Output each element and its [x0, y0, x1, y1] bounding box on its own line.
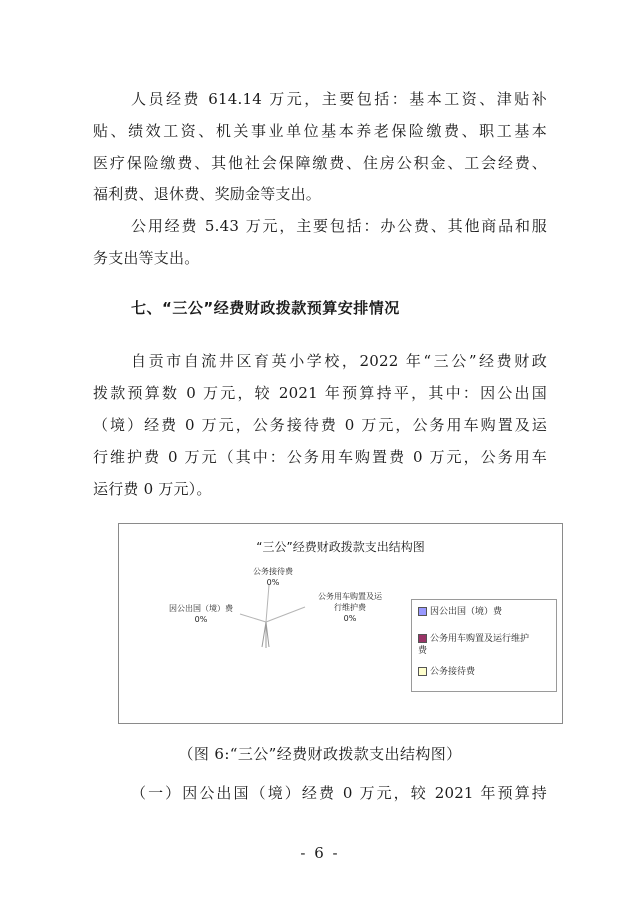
paragraph-line: 自贡市自流井区育英小学校，2022 年“三公”经费财政	[131, 352, 547, 370]
data-label-yongche-name-1: 公务用车购置及运	[318, 592, 382, 601]
data-label-jiedai-name: 公务接待费	[253, 567, 293, 576]
data-label-yongche-pct: 0%	[343, 614, 357, 623]
data-label-jiedai	[243, 566, 303, 588]
paragraph-line: 人员经费 614.14 万元，主要包括：基本工资、津贴补	[131, 90, 547, 108]
legend-label-cont: 费	[418, 646, 428, 656]
pie-leader-line-chuguo	[240, 614, 266, 622]
paragraph-line: （一）因公出国（境）经费 0 万元，较 2021 年预算持	[131, 784, 547, 802]
pie-slice-zero-chuguo	[262, 622, 266, 647]
paragraph-line: 务支出等支出。	[93, 249, 200, 267]
page-number: - 6 -	[300, 844, 340, 862]
data-label-yongche-name-2: 行维护费	[334, 603, 366, 612]
paragraph-line: 运行费 0 万元）。	[93, 480, 212, 498]
data-label-chuguo	[161, 603, 241, 625]
paragraph-line: 行维护费 0 万元（其中：公务用车购置费 0 万元，公务用车	[93, 448, 547, 466]
section-heading: 七、“三公”经费财政拨款预算安排情况	[131, 299, 400, 317]
figure-caption: （图 6:“三公”经费财政拨款支出结构图）	[178, 745, 462, 763]
legend-item-yongche	[418, 633, 554, 657]
pie-leader-line-jiedai	[266, 585, 269, 622]
pie-leader-line-yongche	[266, 607, 305, 622]
legend-label: 因公出国（境）费	[430, 607, 503, 617]
chart-title: “三公”经费财政拨款支出结构图	[256, 540, 425, 554]
chart-legend	[411, 599, 557, 692]
data-label-chuguo-pct: 0%	[194, 615, 208, 624]
paragraph-line: 福利费、退休费、奖励金等支出。	[93, 185, 322, 203]
paragraph-line: 公用经费 5.43 万元，主要包括：办公费、其他商品和服	[131, 217, 547, 235]
legend-item-jiedai	[418, 666, 554, 678]
data-label-chuguo-name: 因公出国（境）费	[169, 604, 233, 613]
legend-label: 公务接待费	[430, 667, 476, 677]
pie-chart	[118, 523, 563, 724]
paragraph-line: 医疗保险缴费、其他社会保障缴费、住房公积金、工会经费、	[93, 154, 547, 172]
data-label-yongche	[305, 591, 395, 624]
paragraph-line: 拨款预算数 0 万元，较 2021 年预算持平，其中：因公出国	[93, 384, 547, 402]
legend-swatch	[418, 667, 427, 676]
paragraph-line: 贴、绩效工资、机关事业单位基本养老保险缴费、职工基本	[93, 122, 547, 140]
legend-item-chuguo	[418, 606, 554, 618]
legend-label: 公务用车购置及运行维护	[430, 634, 530, 644]
data-label-jiedai-pct: 0%	[266, 578, 280, 587]
legend-swatch	[418, 634, 427, 643]
legend-swatch	[418, 607, 427, 616]
paragraph-line: （境）经费 0 万元，公务接待费 0 万元，公务用车购置及运	[93, 416, 547, 434]
